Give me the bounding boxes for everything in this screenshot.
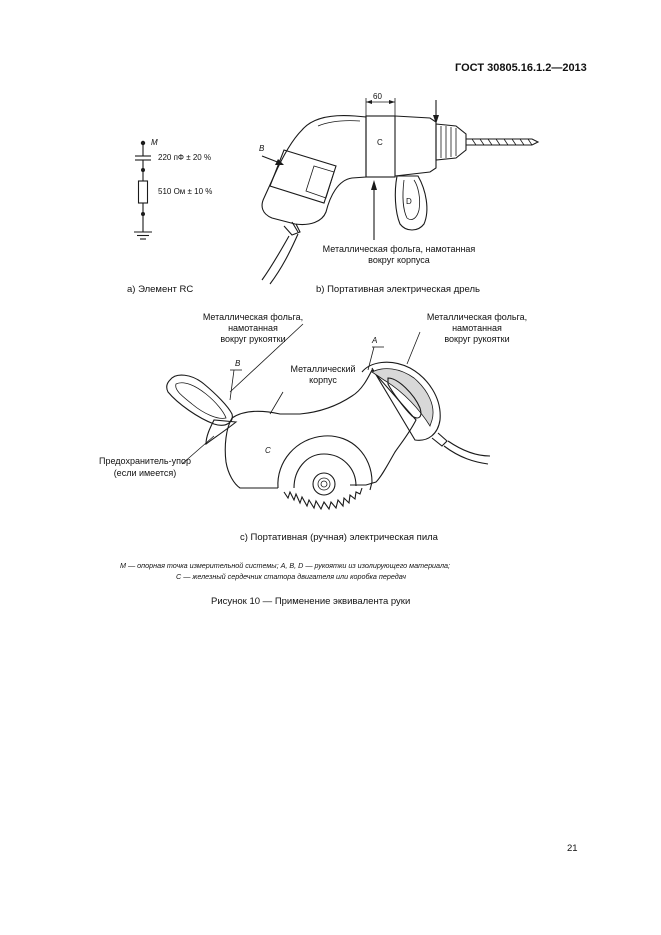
- capacitor-value: 220 пФ ± 20 %: [158, 153, 212, 162]
- dimension-60: 60: [373, 92, 382, 101]
- drill-label-b: B: [259, 144, 265, 153]
- page-number: 21: [567, 843, 578, 854]
- caption-c: c) Портативная (ручная) электрическая пила: [240, 532, 438, 543]
- saw-drawing: [167, 324, 490, 509]
- saw-guard-line1: Предохранитель-упор: [99, 456, 191, 466]
- drill-foil-line2: вокруг корпуса: [368, 255, 430, 265]
- saw-housing-line2: корпус: [309, 375, 337, 385]
- saw-foil-right-line1: Металлическая фольга,: [426, 312, 528, 322]
- saw-housing-line1: Металлический: [290, 364, 356, 374]
- rc-circuit-diagram: [134, 141, 152, 239]
- saw-foil-left-line1: Металлическая фольга,: [202, 312, 304, 322]
- saw-foil-left-line3: вокруг рукоятки: [220, 334, 286, 344]
- drill-foil-line1: Металлическая фольга, намотанная: [322, 244, 476, 254]
- resistor-value: 510 Ом ± 10 %: [158, 187, 213, 196]
- drill-label-d: D: [406, 197, 412, 206]
- figure-title: Рисунок 10 — Применение эквивалента руки: [211, 596, 411, 607]
- standard-header: ГОСТ 30805.16.1.2—2013: [455, 62, 587, 74]
- point-m-label: M: [151, 138, 158, 147]
- legend-line2: C — железный сердечник статора двигателя или коробка передач: [176, 572, 406, 581]
- saw-guard-line2: (если имеется): [113, 468, 177, 478]
- caption-a: а) Элемент RC: [127, 284, 194, 295]
- saw-foil-left-line2: намотанная: [228, 323, 278, 333]
- drill-label-c: C: [377, 138, 383, 147]
- legend-line1: M — опорная точка измерительной системы; A, B, D — рукоятки из изолирующего материала;: [120, 561, 451, 570]
- saw-foil-right-line2: намотанная: [452, 323, 502, 333]
- saw-foil-right-line3: вокруг рукоятки: [444, 334, 510, 344]
- saw-label-a: A: [372, 336, 378, 345]
- caption-b: b) Портативная электрическая дрель: [316, 284, 480, 295]
- saw-label-b: B: [235, 359, 241, 368]
- saw-label-c: C: [265, 446, 271, 455]
